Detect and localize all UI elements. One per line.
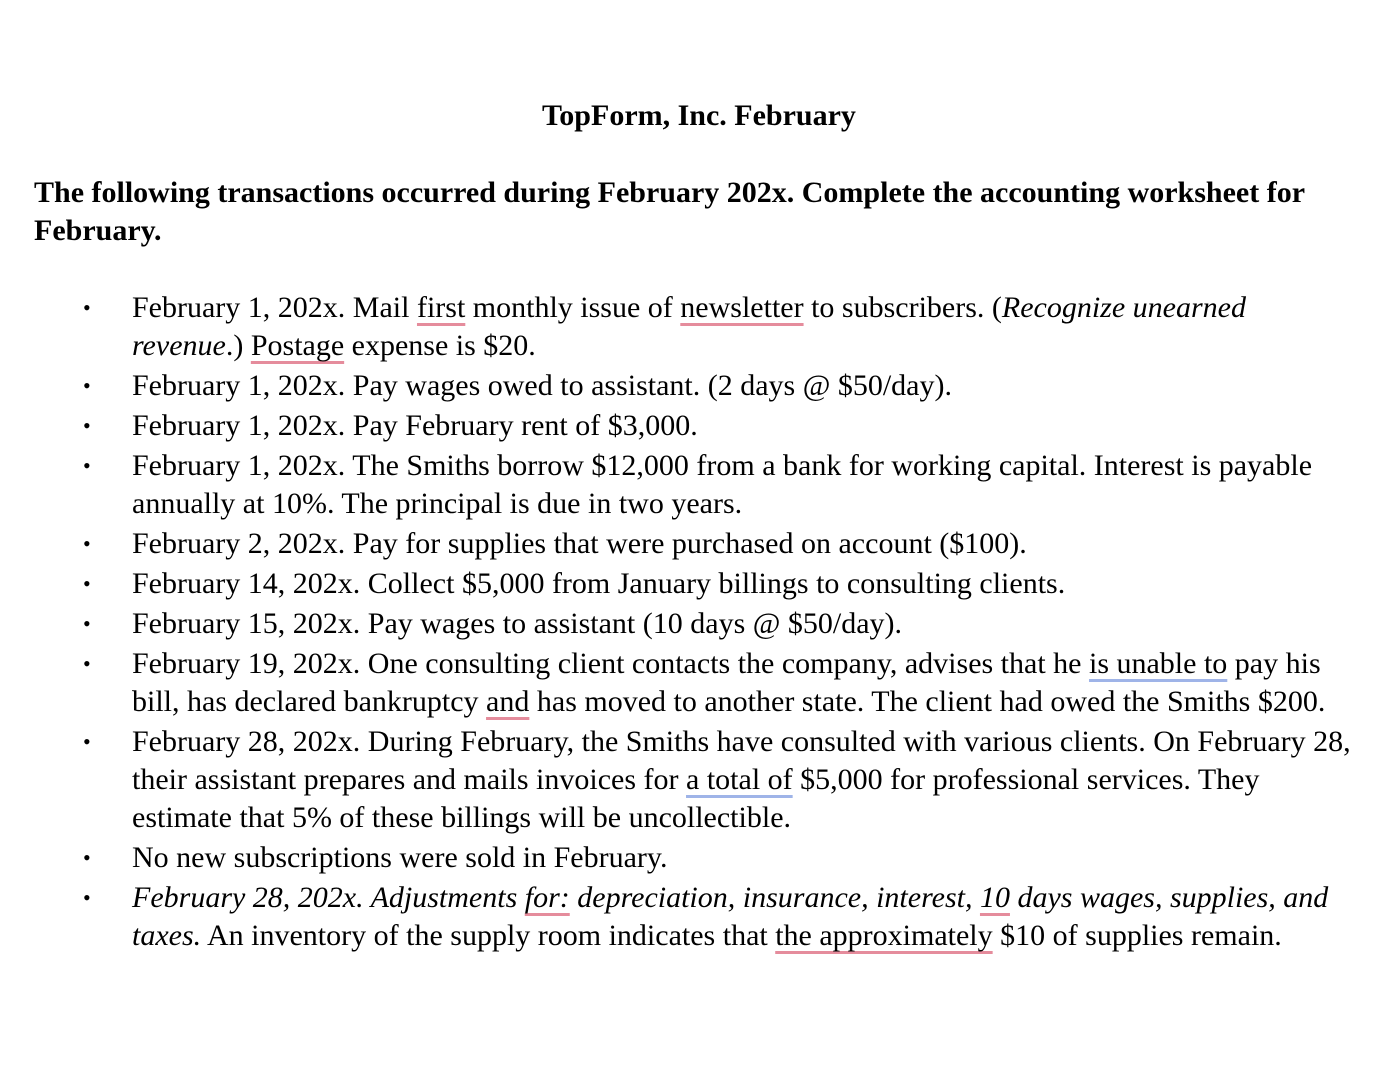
list-item: • February 14, 202x. Collect $5,000 from January billings to consulting clients. xyxy=(0,565,1352,603)
spellcheck-word[interactable]: Postage xyxy=(250,329,345,362)
list-item: • February 15, 202x. Pay wages to assistant (10 days @ $50/day). xyxy=(0,605,1352,643)
bullet-icon: • xyxy=(83,373,91,398)
spellcheck-word[interactable]: first xyxy=(416,291,466,324)
list-item: • February 1, 202x. Pay February rent of $3,000. xyxy=(0,407,1352,445)
bullet-icon: • xyxy=(83,413,91,438)
list-item: • February 19, 202x. One consulting client contacts the company, advises that he is unable to pay his bill, has declared bankruptcy and has moved to another state. The client had owed the Smiths $200. xyxy=(83,647,1326,718)
bullet-icon: • xyxy=(83,295,91,320)
bullet-icon: • xyxy=(83,611,91,636)
bullet-icon: • xyxy=(83,571,91,596)
list-item: • February 28, 202x. Adjustments for: depreciation, insurance, interest, 10 days wages, supplies, and taxes. An inventory of the supply room indicates that the approximately $10 of supplies remain. xyxy=(83,881,1329,952)
list-item: • February 1, 202x. The Smiths borrow $12,000 from a bank for working capital. Interest is payable annually at 10%. The principal is due in two years. xyxy=(83,449,1313,520)
instructions-paragraph: The following transactions occurred during February 202x. Complete the accounting worksheet for February. xyxy=(34,176,1305,247)
spellcheck-word[interactable]: for: xyxy=(524,881,570,914)
spellcheck-word[interactable]: the approximately xyxy=(775,919,993,952)
bullet-icon: • xyxy=(83,729,91,754)
bullet-icon: • xyxy=(83,845,91,870)
list-item: • February 2, 202x. Pay for supplies that were purchased on account ($100). xyxy=(0,525,1352,563)
bullet-icon: • xyxy=(83,651,91,676)
grammar-phrase[interactable]: a total of xyxy=(686,763,793,796)
bullet-icon: • xyxy=(83,531,91,556)
spellcheck-word[interactable]: 10 xyxy=(979,881,1010,914)
bullet-icon: • xyxy=(83,453,91,478)
spellcheck-word[interactable]: newsletter xyxy=(680,291,804,324)
list-item: • No new subscriptions were sold in February. xyxy=(0,839,1352,877)
transaction-list xyxy=(0,289,1398,957)
bullet-icon: • xyxy=(83,885,91,910)
list-item: • February 1, 202x. Pay wages owed to assistant. (2 days @ $50/day). xyxy=(0,367,1352,405)
page-title: TopForm, Inc. February xyxy=(542,99,856,132)
spellcheck-word[interactable]: and xyxy=(486,685,530,718)
grammar-phrase[interactable]: is unable to xyxy=(1088,647,1228,680)
list-item: • February 1, 202x. Mail first monthly issue of newsletter to subscribers. (Recognize unearned revenue.) Postage expense is $20. xyxy=(83,291,1246,362)
list-item: • February 28, 202x. During February, the Smiths have consulted with various clients. On February 28, their assistant prepares and mails invoices for a total of $5,000 for professional services. They estimate that 5% of these billings will be uncollectible. xyxy=(83,725,1351,834)
